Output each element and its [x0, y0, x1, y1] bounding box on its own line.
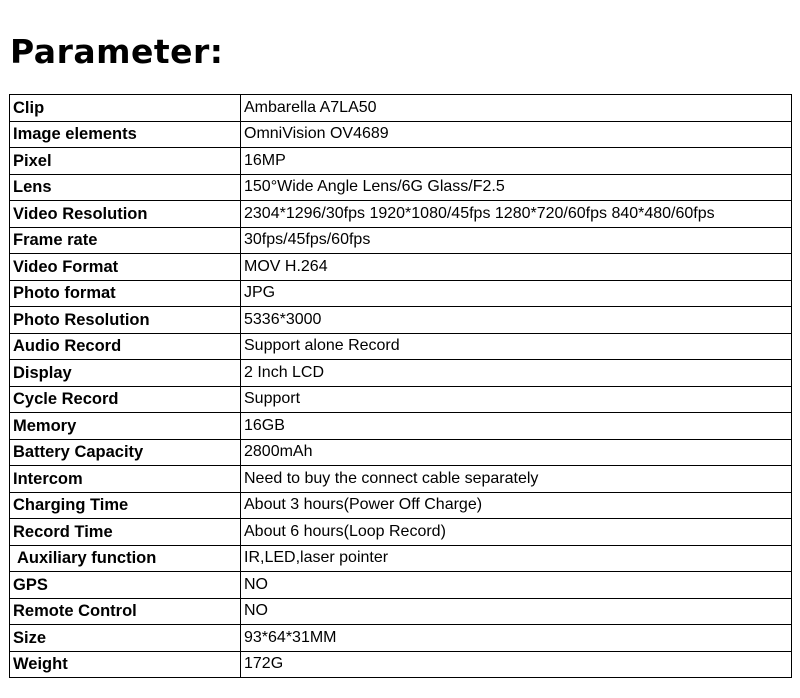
- spec-value-frame-rate: 30fps/45fps/60fps: [241, 227, 792, 254]
- spec-label-video-format: Video Format: [10, 254, 241, 281]
- spec-value-battery-capacity: 2800mAh: [241, 439, 792, 466]
- spec-label-lens: Lens: [10, 174, 241, 201]
- spec-value-record-time: About 6 hours(Loop Record): [241, 519, 792, 546]
- spec-label-pixel: Pixel: [10, 148, 241, 175]
- spec-label-image-elements: Image elements: [10, 121, 241, 148]
- table-row: [10, 227, 792, 254]
- spec-label-intercom: Intercom: [10, 466, 241, 493]
- spec-label-remote-control: Remote Control: [10, 598, 241, 625]
- table-row: [10, 148, 792, 175]
- spec-label-gps: GPS: [10, 572, 241, 599]
- table-row: [10, 439, 792, 466]
- parameter-table: [9, 94, 792, 678]
- table-row: [10, 280, 792, 307]
- table-row: [10, 413, 792, 440]
- spec-label-battery-capacity: Battery Capacity: [10, 439, 241, 466]
- spec-label-cycle-record: Cycle Record: [10, 386, 241, 413]
- spec-value-image-elements: OmniVision OV4689: [241, 121, 792, 148]
- spec-value-video-format: MOV H.264: [241, 254, 792, 281]
- spec-value-intercom: Need to buy the connect cable separately: [241, 466, 792, 493]
- table-row: [10, 598, 792, 625]
- table-row: [10, 333, 792, 360]
- table-row: [10, 386, 792, 413]
- page-title: Parameter:: [10, 32, 224, 71]
- parameter-table-body: [10, 95, 792, 678]
- spec-label-record-time: Record Time: [10, 519, 241, 546]
- spec-value-auxiliary-function: IR,LED,laser pointer: [241, 545, 792, 572]
- spec-value-audio-record: Support alone Record: [241, 333, 792, 360]
- spec-label-weight: Weight: [10, 651, 241, 678]
- spec-value-weight: 172G: [241, 651, 792, 678]
- spec-value-display: 2 Inch LCD: [241, 360, 792, 387]
- spec-label-display: Display: [10, 360, 241, 387]
- spec-label-memory: Memory: [10, 413, 241, 440]
- table-row: [10, 95, 792, 122]
- table-row: [10, 201, 792, 228]
- spec-value-charging-time: About 3 hours(Power Off Charge): [241, 492, 792, 519]
- table-row: [10, 121, 792, 148]
- spec-value-gps: NO: [241, 572, 792, 599]
- table-row: [10, 651, 792, 678]
- table-row: [10, 307, 792, 334]
- spec-value-pixel: 16MP: [241, 148, 792, 175]
- spec-value-lens: 150°Wide Angle Lens/6G Glass/F2.5: [241, 174, 792, 201]
- spec-value-remote-control: NO: [241, 598, 792, 625]
- spec-label-audio-record: Audio Record: [10, 333, 241, 360]
- spec-value-memory: 16GB: [241, 413, 792, 440]
- table-row: [10, 572, 792, 599]
- table-row: [10, 625, 792, 652]
- table-row: [10, 492, 792, 519]
- spec-label-photo-format: Photo format: [10, 280, 241, 307]
- spec-value-clip: Ambarella A7LA50: [241, 95, 792, 122]
- spec-label-video-resolution: Video Resolution: [10, 201, 241, 228]
- spec-label-auxiliary-function: Auxiliary function: [10, 545, 241, 572]
- spec-label-frame-rate: Frame rate: [10, 227, 241, 254]
- table-row: [10, 545, 792, 572]
- table-row: [10, 254, 792, 281]
- table-row: [10, 360, 792, 387]
- spec-label-clip: Clip: [10, 95, 241, 122]
- spec-value-photo-format: JPG: [241, 280, 792, 307]
- table-row: [10, 466, 792, 493]
- spec-value-cycle-record: Support: [241, 386, 792, 413]
- spec-value-video-resolution: 2304*1296/30fps 1920*1080/45fps 1280*720/60fps 840*480/60fps: [241, 201, 792, 228]
- spec-value-photo-resolution: 5336*3000: [241, 307, 792, 334]
- spec-label-photo-resolution: Photo Resolution: [10, 307, 241, 334]
- table-row: [10, 519, 792, 546]
- table-row: [10, 174, 792, 201]
- spec-label-size: Size: [10, 625, 241, 652]
- spec-value-size: 93*64*31MM: [241, 625, 792, 652]
- spec-label-charging-time: Charging Time: [10, 492, 241, 519]
